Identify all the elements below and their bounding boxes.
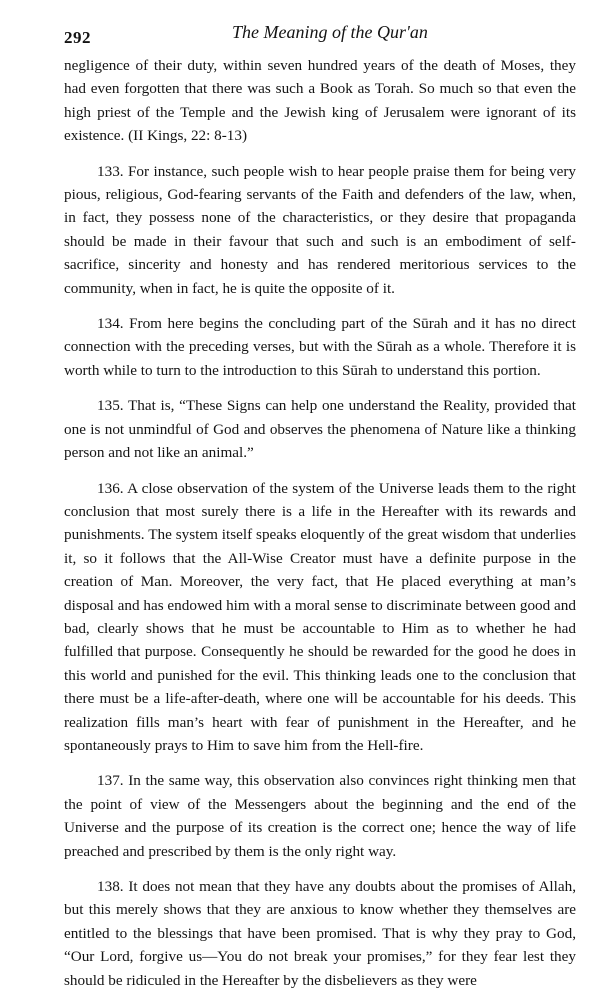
running-title: The Meaning of the Qur'an bbox=[232, 22, 428, 42]
note-138: 138. It does not mean that they have any doubts about the promises of Allah, but this merely shows that they are anxious to know whether they themselves are entitled to the blessings that have been promised. That is why they pray to God, “Our Lord, forgive us—You do not break your promises,” for they fear lest they should be ridiculed in the Hereafter by the disbelievers as they were bbox=[64, 878, 576, 989]
page-header bbox=[64, 20, 576, 50]
page-number: 292 bbox=[64, 28, 91, 47]
note-136: 136. A close observation of the system of the Universe leads them to the right conclusion that most surely there is a life in the Hereafter with its rewards and punishments. The system itself speaks eloquently of the great wisdom that underlies it, so it follows that the All-Wise Creator must have a definite purpose in the creation of Man. Moreover, the very fact, that He placed everything at man’s disposal and has endowed him with a moral sense to discriminate between good and bad, clearly shows that he must be accountable to Him as to whether he had fulfilled that purpose. Consequently he should be rewarded for the good he does in this world and punished for the evil. This thinking leads one to the conclusion that there must be a life-after-death, where one will be accountable for his deeds. This realization fills man’s heart with fear of punishment in the Hereafter, and he spontaneously prays to Him to save him from the Hell-fire. bbox=[64, 479, 576, 754]
body-text bbox=[64, 54, 576, 992]
continued-paragraph: negligence of their duty, within seven hundred years of the death of Moses, they had even forgotten that there was such a Book as Torah. So much so that even the high priest of the Temple and the Jewish king of Jerusalem were ignorant of its existence. (II Kings, 22: 8-13) bbox=[64, 57, 576, 145]
note-135: 135. That is, “These Signs can help one understand the Reality, provided that one is not unmindful of God and observes the phenomena of Nature like a thinking person and not like an animal.” bbox=[64, 397, 576, 462]
note-133: 133. For instance, such people wish to hear people praise them for being very pious, religious, God-fearing servants of the Faith and defenders of the law, when, in fact, they possess none of the characteristics, or they desire that propaganda should be made in their favour that such and such is an embodiment of self-sacrifice, sincerity and honesty and has rendered meritorious services to the community, when in fact, he is quite the opposite of it. bbox=[64, 162, 576, 297]
note-134: 134. From here begins the concluding part of the Sūrah and it has no direct connection with the preceding verses, but with the Sūrah as a whole. Therefore it is worth while to turn to the introduction to this Sūrah to understand this portion. bbox=[64, 315, 576, 379]
note-137: 137. In the same way, this observation also convinces right thinking men that the point of view of the Messengers about the beginning and the end of the Universe and the purpose of its creation is the correct one; hence the way of life preached and prescribed by them is the only right way. bbox=[64, 772, 576, 860]
